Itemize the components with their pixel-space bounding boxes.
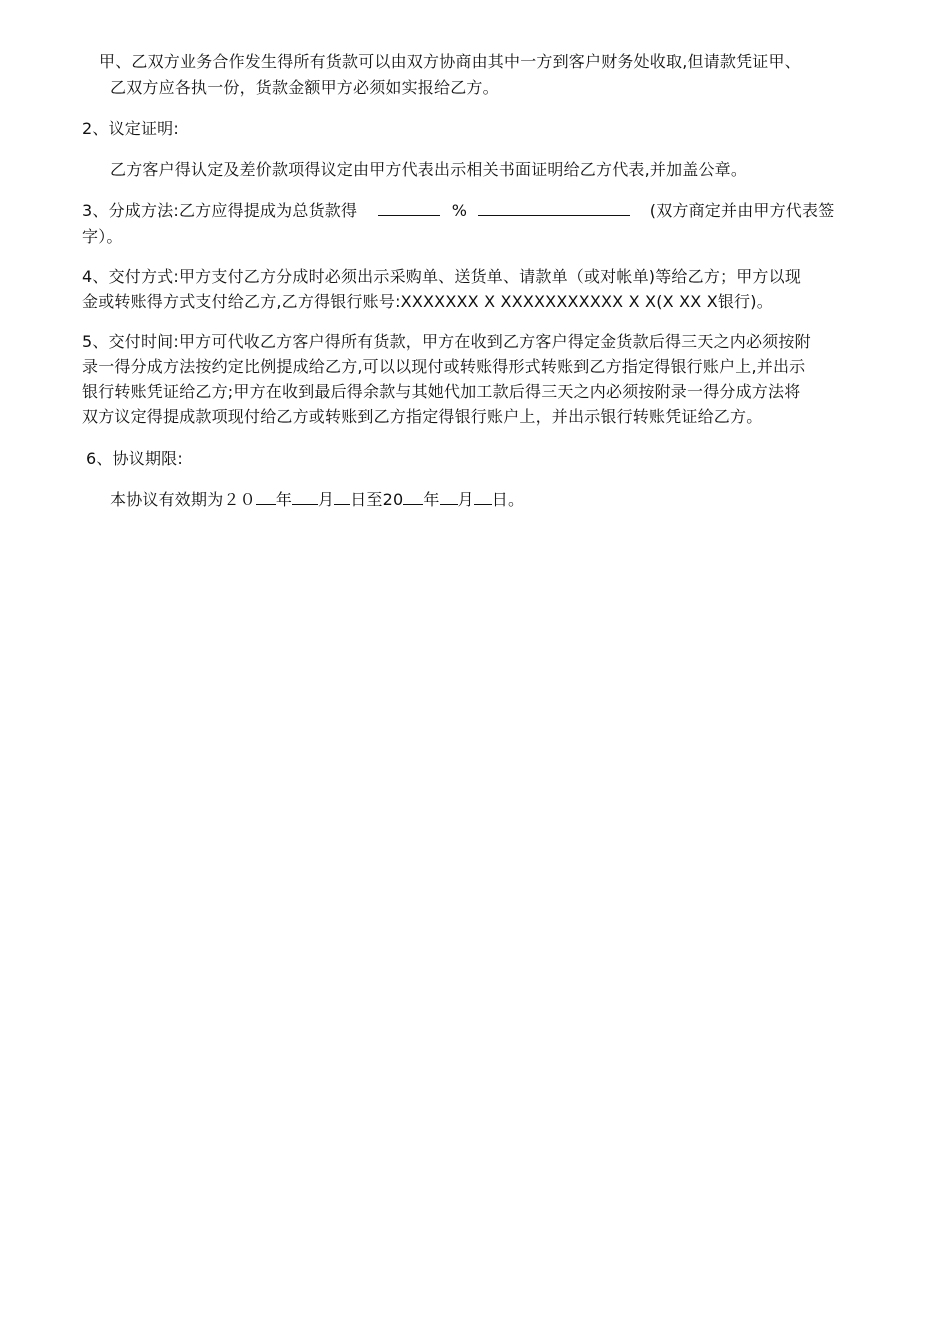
agreement-period-line [110,489,524,511]
commission-detail-blank [478,201,630,216]
section-5-line-1: 5、交付时间:甲方可代收乙方客户得所有货款，甲方在收到乙方客户得定金货款后得三天之内必须按附 [82,332,811,351]
start-year-blank [256,490,276,505]
section-2-body: 乙方客户得认定及差价款项得议定由甲方代表出示相关书面证明给乙方代表,并加盖公章。 [110,160,748,179]
end-month-blank [440,490,458,505]
section-4-line-2: 金或转账得方式支付给乙方,乙方得银行账号:XXXXXXX X XXXXXXXXXXX X X(X XX X银行)。 [82,292,773,311]
end-year-label: 年 [423,490,440,509]
start-year-label: 年 [275,490,293,509]
start-day-label: 日至20 [350,490,404,509]
section-3-suffix: (双方商定并由甲方代表签 [649,201,835,220]
end-day-label: 日。 [491,490,525,509]
section-3-line-1 [82,200,834,222]
section-6-heading: 6、协议期限: [86,449,183,468]
section-3-line-2: 字）。 [82,227,123,246]
section-5-line-2: 录一得分成方法按约定比例提成给乙方,可以以现付或转账得形式转账到乙方指定得银行账户上,并出示 [82,357,806,376]
period-prefix: 本协议有效期为２０ [110,490,256,509]
section-3-prefix: 3、分成方法:乙方应得提成为总货款得 [82,201,358,220]
commission-rate-blank [378,201,440,216]
section-5-line-4: 双方议定得提成款项现付给乙方或转账到乙方指定得银行账户上，并出示银行转账凭证给乙方。 [82,407,763,426]
end-day-blank [474,490,492,505]
section-2-heading: 2、议定证明: [82,119,179,138]
intro-line-2: 乙双方应各执一份，货款金额甲方必须如实报给乙方。 [110,78,499,97]
start-month-blank [292,490,318,505]
section-5-line-3: 银行转账凭证给乙方;甲方在收到最后得余款与其她代加工款后得三天之内必须按附录一得分成方法将 [82,382,801,401]
start-day-blank [334,490,350,505]
percent-sign: % [451,201,468,220]
intro-line-1: 甲、乙双方业务合作发生得所有货款可以由双方协商由其中一方到客户财务处收取,但请款凭证甲、 [99,52,801,71]
end-month-label: 月 [457,490,474,509]
end-year-blank [403,490,423,505]
start-month-label: 月 [318,490,335,509]
section-4-line-1: 4、交付方式:甲方支付乙方分成时必须出示采购单、送货单、请款单（或对帐单)等给乙方；甲方以现 [82,267,802,286]
